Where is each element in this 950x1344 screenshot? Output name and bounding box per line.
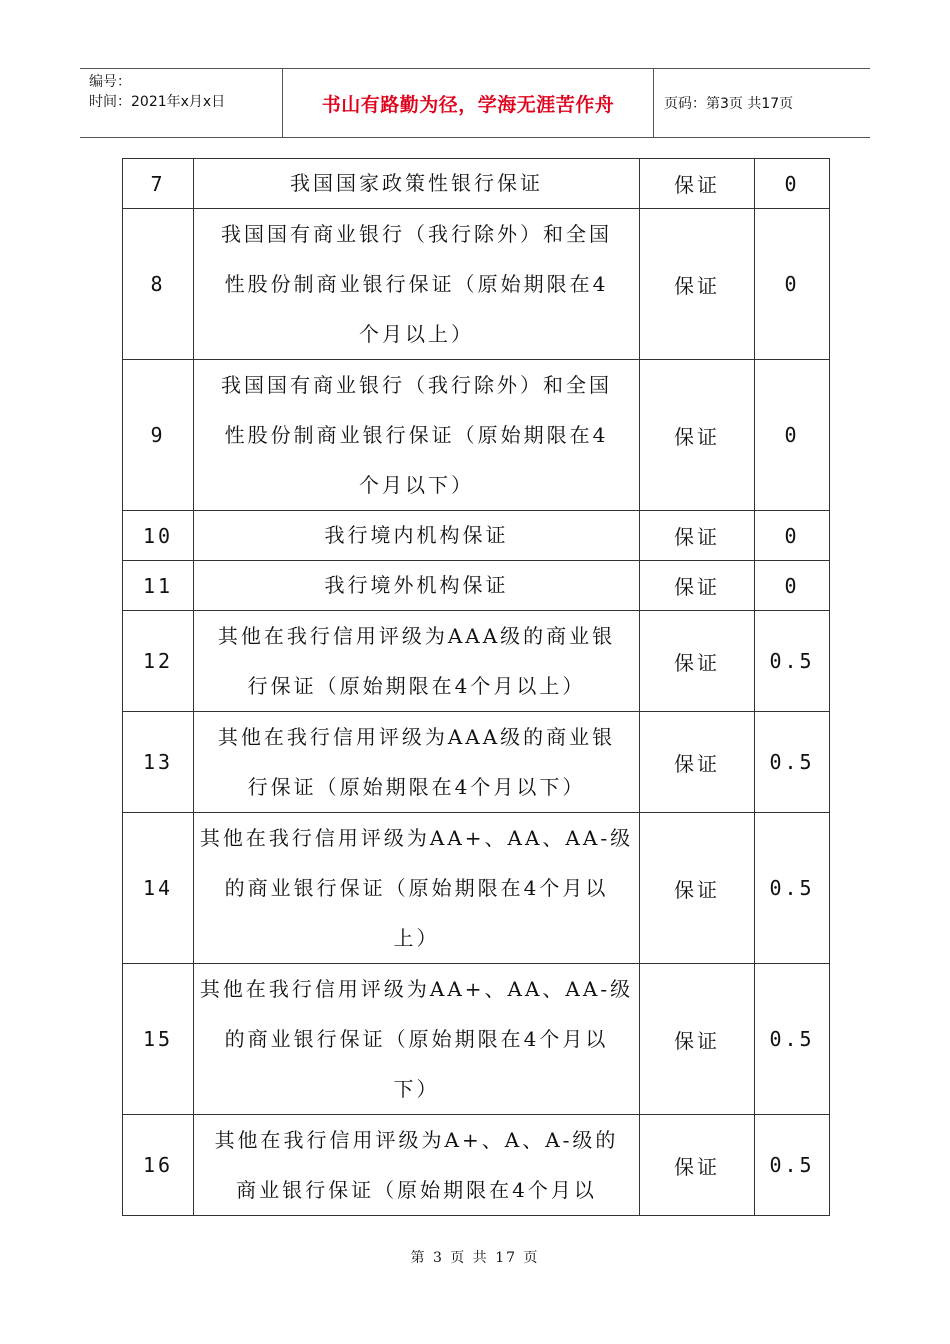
- row-description: [194, 712, 640, 813]
- description-line: 个月以上）: [359, 322, 474, 346]
- row-value: 0.5: [755, 712, 830, 813]
- table-row: [123, 209, 830, 360]
- row-type: 保证: [640, 611, 755, 712]
- row-number: 15: [123, 964, 194, 1115]
- row-description: [194, 561, 640, 611]
- table-row: [123, 611, 830, 712]
- description-line: 我行境外机构保证: [324, 573, 509, 597]
- table-row: [123, 964, 830, 1115]
- description-line: 商业银行保证（原始期限在4个月以: [236, 1178, 597, 1202]
- row-number: 9: [123, 360, 194, 511]
- description-line: 下）: [393, 1077, 440, 1101]
- row-type: 保证: [640, 712, 755, 813]
- row-description: [194, 611, 640, 712]
- row-description: [194, 813, 640, 964]
- row-value: 0.5: [755, 611, 830, 712]
- description-line: 性股份制商业银行保证（原始期限在4: [224, 423, 609, 447]
- description-line: 上）: [393, 926, 440, 950]
- description-line: 的商业银行保证（原始期限在4个月以: [224, 876, 609, 900]
- row-number: 13: [123, 712, 194, 813]
- row-value: 0.5: [755, 813, 830, 964]
- page-footer: 第 3 页 共 17 页: [410, 1250, 540, 1266]
- row-description: [194, 1115, 640, 1216]
- row-type: 保证: [640, 360, 755, 511]
- row-value: 0: [755, 511, 830, 561]
- row-value: 0: [755, 561, 830, 611]
- description-line: 个月以下）: [359, 473, 474, 497]
- table-row: [123, 1115, 830, 1216]
- row-value: 0: [755, 159, 830, 209]
- table-row: [123, 712, 830, 813]
- description-line: 性股份制商业银行保证（原始期限在4: [224, 272, 609, 296]
- row-type: 保证: [640, 1115, 755, 1216]
- description-line: 我国国家政策性银行保证: [290, 171, 543, 195]
- row-type: 保证: [640, 209, 755, 360]
- description-line: 行保证（原始期限在4个月以上）: [247, 674, 586, 698]
- description-line: 其他在我行信用评级为AAA级的商业银: [217, 624, 616, 648]
- description-line: 我国国有商业银行（我行除外）和全国: [221, 373, 612, 397]
- row-number: 12: [123, 611, 194, 712]
- row-description: [194, 159, 640, 209]
- description-line: 行保证（原始期限在4个月以下）: [247, 775, 586, 799]
- row-number: 7: [123, 159, 194, 209]
- description-line: 其他在我行信用评级为AA+、AA、AA-级: [199, 826, 634, 850]
- document-number-label: 编号：: [89, 74, 131, 90]
- row-value: 0: [755, 209, 830, 360]
- table-row: [123, 159, 830, 209]
- table-row: [123, 511, 830, 561]
- row-type: 保证: [640, 159, 755, 209]
- description-line: 我行境内机构保证: [324, 523, 509, 547]
- row-description: [194, 511, 640, 561]
- description-line: 其他在我行信用评级为AA+、AA、AA-级: [199, 977, 634, 1001]
- row-number: 10: [123, 511, 194, 561]
- row-value: 0.5: [755, 964, 830, 1115]
- row-type: 保证: [640, 964, 755, 1115]
- row-value: 0.5: [755, 1115, 830, 1216]
- table-row: [123, 813, 830, 964]
- document-date: 时间：2021年x月x日: [89, 94, 226, 110]
- description-line: 其他在我行信用评级为A+、A、A-级的: [214, 1128, 619, 1152]
- row-description: [194, 360, 640, 511]
- row-number: 11: [123, 561, 194, 611]
- description-line: 我国国有商业银行（我行除外）和全国: [221, 222, 612, 246]
- description-line: 的商业银行保证（原始期限在4个月以: [224, 1027, 609, 1051]
- row-type: 保证: [640, 561, 755, 611]
- row-type: 保证: [640, 813, 755, 964]
- header-page-info: 页码：第3页 共17页: [664, 96, 794, 112]
- guarantee-table: [122, 158, 830, 1216]
- row-value: 0: [755, 360, 830, 511]
- row-type: 保证: [640, 511, 755, 561]
- table-row: [123, 561, 830, 611]
- description-line: 其他在我行信用评级为AAA级的商业银: [217, 725, 616, 749]
- row-number: 14: [123, 813, 194, 964]
- row-number: 16: [123, 1115, 194, 1216]
- table-body: [123, 159, 830, 1216]
- row-description: [194, 964, 640, 1115]
- header-motto: 书山有路勤为径，学海无涯苦作舟: [283, 69, 654, 137]
- row-number: 8: [123, 209, 194, 360]
- page-header: [80, 68, 870, 138]
- header-meta: [80, 69, 283, 137]
- row-description: [194, 209, 640, 360]
- table-row: [123, 360, 830, 511]
